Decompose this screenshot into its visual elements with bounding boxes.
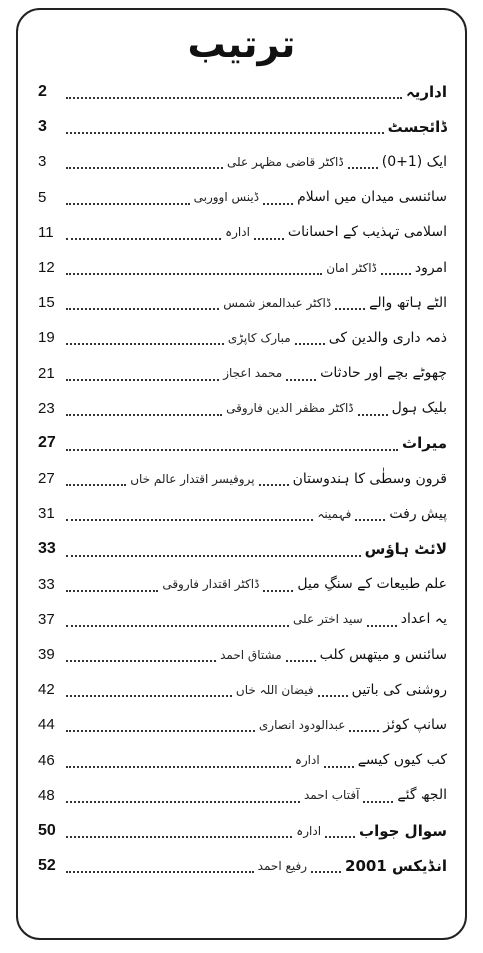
toc-entry[interactable] [38,848,447,883]
page-number: 31 [38,505,55,523]
page-number: 12 [38,259,55,277]
dot-leader [66,131,384,134]
page-number: 27 [38,470,55,488]
page-number: 48 [38,786,55,804]
entry-text [220,647,447,663]
entry-text [236,682,447,698]
entry-text [365,540,447,558]
dot-leader [66,765,291,768]
page-number: 19 [38,329,55,347]
dot-leader [66,694,232,697]
toc-entry[interactable] [38,356,447,391]
page-number: 37 [38,610,55,628]
entry-text [293,611,447,627]
dot-leader [66,870,254,873]
entry-text [259,717,447,733]
entry-author: پروفیسر اقتدار عالم خاں [130,471,255,486]
dot-separator [367,624,397,627]
dot-separator [259,483,289,486]
dot-separator [311,870,341,873]
entry-text [223,295,447,311]
entry-text [402,434,447,452]
entry-title: چھوٹے بچے اور حادثات [320,365,447,382]
dot-leader [66,729,255,732]
dot-leader [66,554,361,557]
dot-leader [66,483,126,486]
entry-author: ڈاکٹر امان [326,260,377,275]
toc-entry[interactable] [38,250,447,285]
entry-title: قرون وسطٰی کا ہندوستان [292,470,447,487]
dot-separator [355,518,385,521]
dot-leader [66,589,158,592]
entry-author: مشتاق احمد [220,647,282,662]
toc-entry[interactable] [38,602,447,637]
entry-author: فہمینہ [317,506,352,521]
page-number: 33 [38,540,56,558]
page-number: 27 [38,434,56,452]
entry-author: آفتاب احمد [303,788,360,803]
page-number: 21 [38,364,55,382]
entry-author: ادارہ [225,225,250,240]
entry-text [326,260,447,276]
dot-separator [295,342,325,345]
toc-entry[interactable] [38,74,447,109]
toc-entry[interactable] [38,391,447,426]
dot-separator [286,659,316,662]
entry-author: ادارہ [296,823,322,838]
entry-author: عبدالودود انصاری [258,717,346,732]
entry-text [295,752,447,768]
dot-leader [66,237,221,240]
entry-text [226,400,447,416]
entry-title: ذمہ داری والدین کی [328,329,447,346]
dot-separator [263,589,293,592]
page-number: 39 [38,646,55,664]
page-number: 5 [38,188,47,206]
dot-separator [263,202,293,205]
entry-title: پیش رفت [389,505,447,522]
entry-text [223,365,447,381]
toc-entry[interactable] [38,496,447,531]
toc-entry[interactable] [38,531,447,566]
toc-entry[interactable] [38,144,447,179]
entry-text [130,471,447,487]
entry-title: الٹے ہاتھ والے [369,294,447,311]
page-number: 50 [38,821,56,839]
entry-author: ادارہ [294,753,320,768]
entry-title: علم طبیعات کے سنگِ میل [297,576,447,593]
entry-author: سید اختر علی [293,612,363,627]
page-number: 33 [38,575,55,593]
dot-separator [348,166,378,169]
dot-leader [66,413,222,416]
dot-separator [381,272,411,275]
entry-title: انڈیکس 2001 [345,856,447,875]
page-number: 3 [38,117,47,135]
entry-text [317,506,447,522]
entry-text [162,576,447,592]
entry-text [194,189,447,205]
toc-entry[interactable] [38,743,447,778]
dot-leader [66,378,219,381]
toc-entry[interactable] [38,320,447,355]
dot-separator [286,378,316,381]
entry-title: سوال جواب [359,821,447,840]
page-number: 42 [38,681,55,699]
toc-entry[interactable] [38,672,447,707]
entry-title: روشنی کی باتیں [351,681,447,698]
dot-leader [66,166,223,169]
toc-entry[interactable] [38,215,447,250]
dot-leader [66,272,322,275]
entry-text [258,857,447,875]
page-number: 46 [38,751,55,769]
entry-author: محمد اعجاز [223,366,283,381]
entry-title: ڈائجسٹ [387,117,447,136]
page-number: 11 [38,223,54,241]
dot-leader [66,835,292,838]
entry-text [228,330,447,346]
entry-text [227,154,447,170]
page-number: 2 [38,82,47,100]
table-of-contents [38,74,447,883]
dot-separator [318,694,348,697]
page-number: 52 [38,856,56,874]
toc-entry[interactable] [38,707,447,742]
entry-author: ڈاکٹر قاضی مظہر علی [227,154,344,169]
dot-leader [66,659,216,662]
toc-entry[interactable] [38,180,447,215]
page-title: ترتیب [187,22,296,66]
entry-title: سائنس و میتھس کلب [319,646,447,663]
dot-leader [66,202,190,205]
dot-separator [325,835,355,838]
page-number: 44 [38,716,55,734]
entry-author: ڈاکٹر مظفر الدین فاروقی [226,401,354,416]
entry-author: ڈینس اووربی [193,190,260,205]
dot-separator [335,307,365,310]
entry-author: مبارک کاپڑی [227,330,291,345]
page-number: 23 [38,399,55,417]
toc-entry[interactable] [38,637,447,672]
dot-separator [254,237,284,240]
entry-author: ڈاکٹر عبدالمعز شمس [223,295,332,310]
entry-title: یہ اعداد [400,611,447,628]
dot-leader [66,96,402,99]
entry-author: ڈاکٹر اقتدار فاروقی [162,577,260,592]
dot-separator [349,729,379,732]
dot-leader [66,342,224,345]
entry-title: اسلامی تہذیب کے احسانات [287,224,447,241]
dot-leader [66,800,300,803]
dot-separator [363,800,393,803]
entry-title: میراث [402,434,447,453]
entry-title: اداریہ [405,82,447,101]
entry-title: الجھ گئے [397,787,447,804]
entry-title: ایک (1+0) [381,153,447,170]
entry-text [296,822,447,840]
toc-entry[interactable] [38,813,447,848]
dot-leader [66,307,219,310]
page-number: 3 [38,153,47,171]
entry-author: رفیع احمد [257,858,308,873]
entry-text [225,224,447,240]
entry-title: سانپ کوئز [383,716,447,733]
entry-author: فیضان اللہ خاں [235,682,314,697]
dot-leader [66,624,289,627]
entry-text [388,118,447,136]
entry-title: لائٹ ہاؤس [364,540,447,559]
entry-title: سائنسی میدان میں اسلام [297,189,447,206]
toc-entry[interactable] [38,567,447,602]
entry-title: امرود [414,259,447,276]
toc-entry[interactable] [38,285,447,320]
entry-text [304,787,447,803]
toc-entry[interactable] [38,109,447,144]
toc-entry[interactable] [38,778,447,813]
dot-leader [66,518,313,521]
entry-title: بلیک ہول [391,400,447,417]
toc-entry[interactable] [38,461,447,496]
entry-text [406,83,447,101]
toc-entry[interactable] [38,426,447,461]
entry-title: کب کیوں کیسے [357,752,447,769]
dot-leader [66,448,398,451]
dot-separator [324,765,354,768]
dot-separator [358,413,388,416]
page-number: 15 [38,294,55,312]
